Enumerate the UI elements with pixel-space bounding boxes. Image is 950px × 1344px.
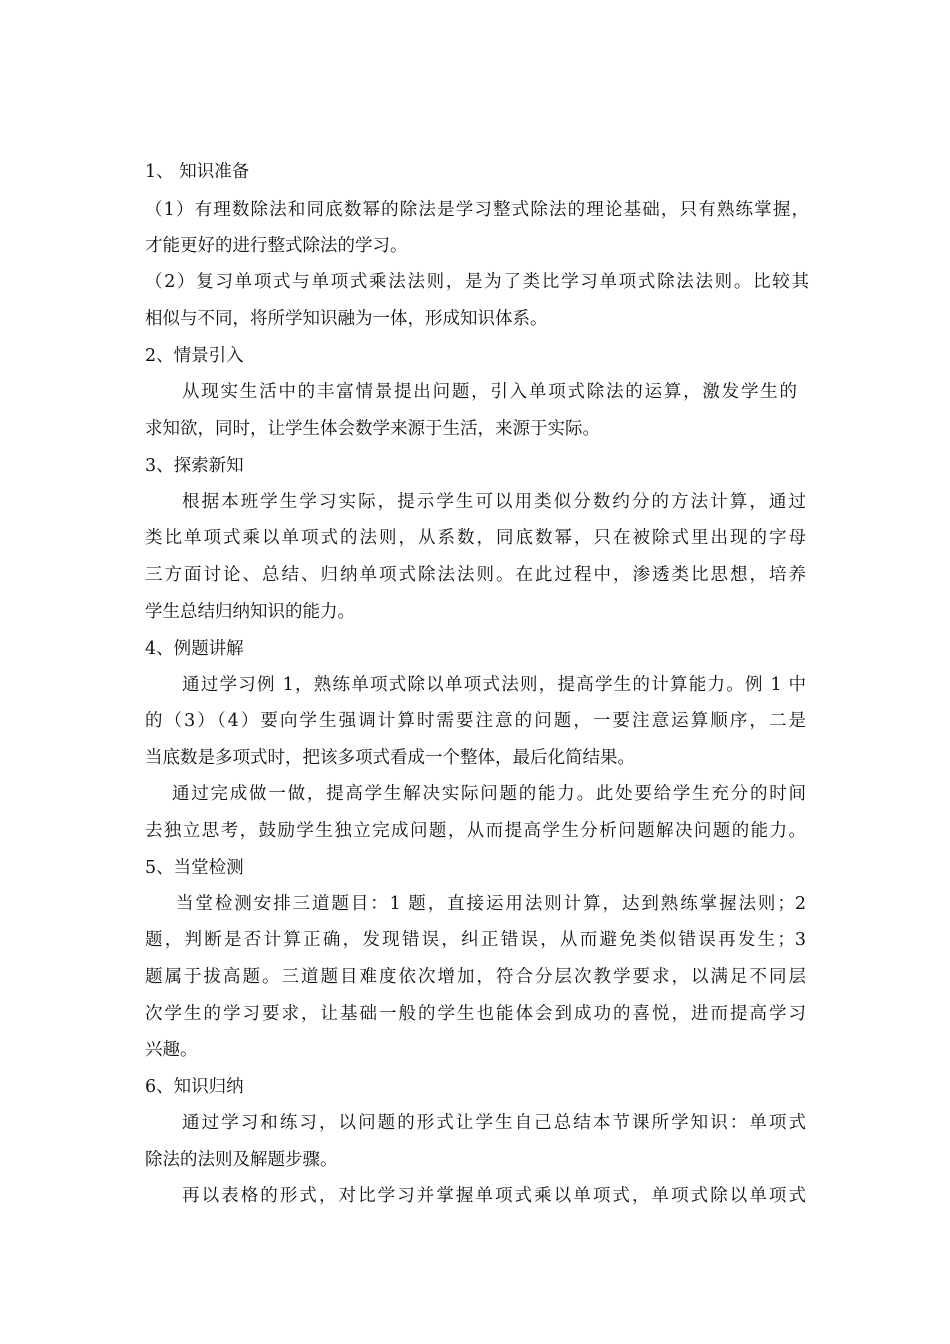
paragraph-line: 通过学习例 1，熟练单项式除以单项式法则，提高学生的计算能力。例 1 中 [182,675,806,695]
paragraph-line: 根据本班学生学习实际，提示学生可以用类似分数约分的方法计算，通过 [182,492,806,512]
paragraph-line: 当底数是多项式时，把该多项式看成一个整体，最后化简结果。 [145,748,635,768]
paragraph-line: 去独立思考，鼓励学生独立完成问题，从而提高学生分析问题解决问题的能力。 [145,821,806,841]
paragraph-line: 除法的法则及解题步骤。 [145,1150,338,1170]
paragraph-line: 求知欲，同时，让学生体会数学来源于生活，来源于实际。 [145,419,600,439]
paragraph-line: 的（3）（4）要向学生强调计算时需要注意的问题，一要注意运算顺序，二是 [145,711,806,731]
section-6-heading: 6、知识归纳 [145,1077,244,1097]
section-4-heading: 4、例题讲解 [145,639,244,659]
section-2-heading: 2、情景引入 [145,346,244,366]
paragraph-line: 学生总结归纳知识的能力。 [145,602,355,622]
paragraph-line: （2）复习单项式与单项式乘法法则，是为了类比学习单项式除法法则。比较其 [145,272,809,292]
paragraph-line: 题，判断是否计算正确，发现错误，纠正错误，从而避免类似错误再发生；3 [145,930,806,950]
paragraph-line: （1）有理数除法和同底数幂的除法是学习整式除法的理论基础，只有熟练掌握， [145,200,809,220]
paragraph-line: 相似与不同，将所学知识融为一体，形成知识体系。 [145,309,548,329]
paragraph-line: 才能更好的进行整式除法的学习。 [145,236,408,256]
paragraph-line: 兴趣。 [145,1040,198,1060]
paragraph-line: 当堂检测安排三道题目：1 题，直接运用法则计算，达到熟练掌握法则；2 [176,894,806,914]
paragraph-line: 题属于拔高题。三道题目难度依次增加，符合分层次教学要求，以满足不同层 [145,967,806,987]
section-3-heading: 3、探索新知 [145,456,244,476]
paragraph-line: 再以表格的形式，对比学习并掌握单项式乘以单项式，单项式除以单项式 [182,1186,806,1206]
paragraph-line: 通过完成做一做，提高学生解决实际问题的能力。此处要给学生充分的时间 [172,784,806,804]
paragraph-line: 从现实生活中的丰富情景提出问题，引入单项式除法的运算，激发学生的 [182,382,797,402]
paragraph-line: 类比单项式乘以单项式的法则，从系数，同底数幂，只在被除式里出现的字母 [145,528,806,548]
section-5-heading: 5、当堂检测 [145,858,244,878]
paragraph-line: 次学生的学习要求，让基础一般的学生也能体会到成功的喜悦，进而提高学习 [145,1004,806,1024]
paragraph-line: 三方面讨论、总结、归纳单项式除法法则。在此过程中，渗透类比思想，培养 [145,565,806,585]
section-1-heading: 1、 知识准备 [145,162,250,182]
paragraph-line: 通过学习和练习，以问题的形式让学生自己总结本节课所学知识：单项式 [182,1113,806,1133]
